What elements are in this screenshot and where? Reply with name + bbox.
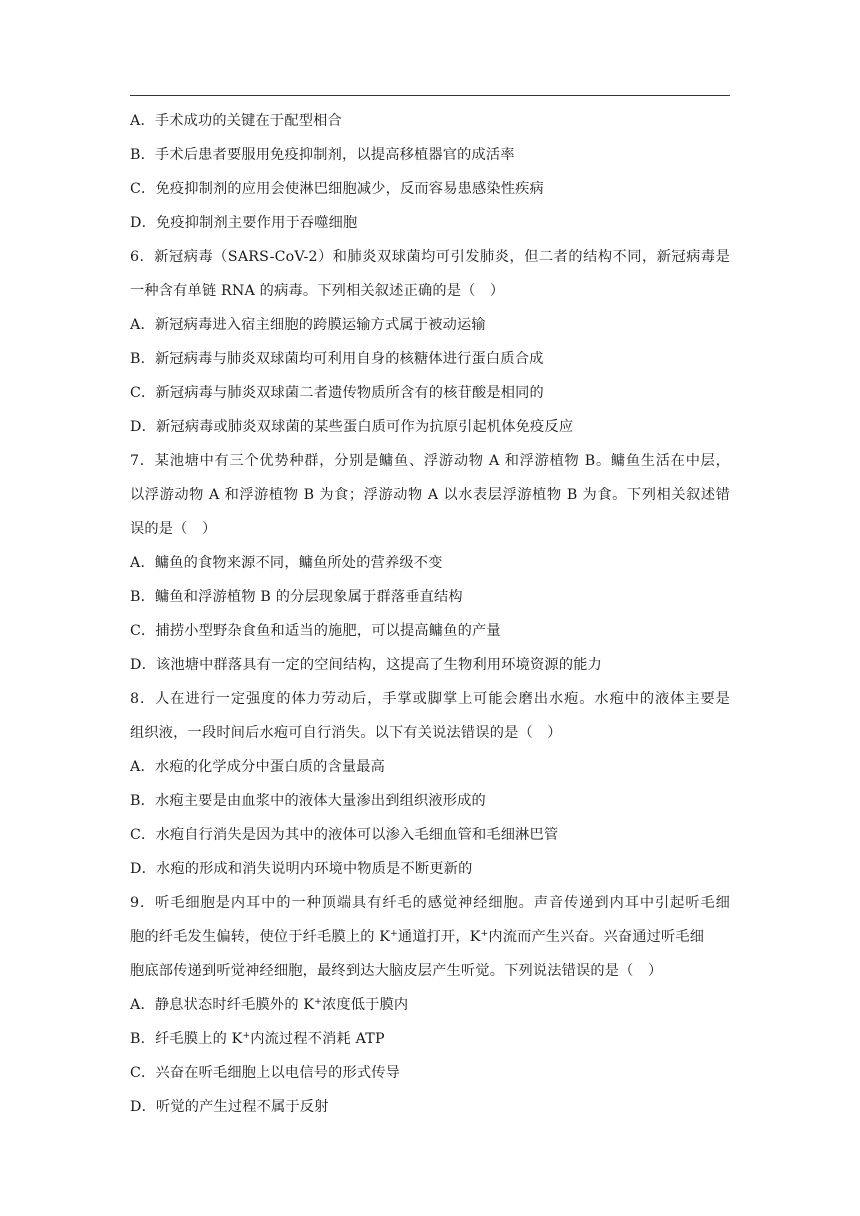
q6-option-c: C．新冠病毒与肺炎双球菌二者遗传物质所含有的核苷酸是相同的	[130, 385, 544, 401]
q9-option-a	[130, 988, 730, 1022]
question-content	[130, 104, 730, 1124]
q9-stem-line1: 9．听毛细胞是内耳中的一种顶端具有纤毛的感觉神经细胞。声音传递到内耳中引起听毛细	[130, 895, 730, 911]
q9-stem-line2-sup2: +	[480, 929, 489, 939]
q9-stem-line3: 胞底部传递到听觉神经细胞，最终到达大脑皮层产生听觉。下列说法错误的是（ ）	[130, 963, 663, 979]
q7-stem-line3: 误的是（ ）	[130, 521, 217, 537]
q7-option-d: D．该池塘中群落具有一定的空间结构，这提高了生物利用环境资源的能力	[130, 657, 602, 673]
q9-option-a-part-b: 浓度低于膜内	[321, 997, 409, 1013]
q6-stem-line2: 一种含有单链 RNA 的病毒。下列相关叙述正确的是（ ）	[130, 283, 505, 299]
q9-stem-line2-part-a: 胞的纤毛发生偏转，使位于纤毛膜上的 K	[130, 929, 391, 945]
q5-option-b: B．手术后患者要服用免疫抑制剂，以提高移植器官的成活率	[130, 147, 515, 163]
q8-option-a: A．水疱的化学成分中蛋白质的含量最高	[130, 759, 386, 775]
q8-stem-line2: 组织液，一段时间后水疱可自行消失。以下有关说法错误的是（ ）	[130, 725, 562, 741]
q8-option-b: B．水疱主要是由血浆中的液体大量渗出到组织液形成的	[130, 793, 486, 809]
q6-option-b: B．新冠病毒与肺炎双球菌均可利用自身的核糖体进行蛋白质合成	[130, 351, 544, 367]
q9-option-c: C．兴奋在听毛细胞上以电信号的形式传导	[130, 1065, 401, 1081]
q5-option-d: D．免疫抑制剂主要作用于吞噬细胞	[130, 215, 358, 231]
header-rule	[130, 95, 730, 96]
q9-option-d: D．听觉的产生过程不属于反射	[130, 1099, 329, 1115]
q7-stem-line1: 7．某池塘中有三个优势种群，分别是鳙鱼、浮游动物 A 和浮游植物 B。鳙鱼生活在中层，	[130, 453, 730, 469]
q8-option-c: C．水疱自行消失是因为其中的液体可以渗入毛细血管和毛细淋巴管	[130, 827, 559, 843]
q9-stem-line2-sup1: +	[390, 929, 398, 939]
q9-option-b	[130, 1022, 730, 1056]
q8-option-d: D．水疱的形成和消失说明内环境中物质是不断更新的	[130, 861, 473, 877]
q9-option-b-part-b: 内流过程不消耗 ATP	[250, 1031, 385, 1047]
q5-option-a: A．手术成功的关键在于配型相合	[130, 113, 342, 129]
q7-option-b: B．鳙鱼和浮游植物 B 的分层现象属于群落垂直结构	[130, 589, 463, 605]
q9-option-b-part-a: B．纤毛膜上的 K	[130, 1031, 243, 1047]
q6-option-a: A．新冠病毒进入宿主细胞的跨膜运输方式属于被动运输	[130, 317, 486, 333]
q9-option-a-part-a: A．静息状态时纤毛膜外的 K	[130, 997, 315, 1013]
q7-stem-line2: 以浮游动物 A 和浮游植物 B 为食；浮游动物 A 以水表层浮游植物 B 为食。下列相关叙述错	[130, 487, 730, 503]
q9-stem-line2-part-b: 通道打开，K	[397, 929, 481, 945]
q7-option-c: C．捕捞小型野杂食鱼和适当的施肥，可以提高鳙鱼的产量	[130, 623, 501, 639]
q6-stem-line1: 6．新冠病毒（SARS-CoV-2）和肺炎双球菌均可引发肺炎，但二者的结构不同，新冠病毒是	[130, 249, 730, 265]
q7-option-a: A．鳙鱼的食物来源不同，鳙鱼所处的营养级不变	[130, 555, 443, 571]
q8-stem-line1: 8．人在进行一定强度的体力劳动后，手掌或脚掌上可能会磨出水疱。水疱中的液体主要是	[130, 691, 730, 707]
q9-stem-line2	[130, 920, 730, 954]
q9-option-a-sup: +	[314, 997, 322, 1007]
q9-stem-line2-part-c: 内流而产生兴奋。兴奋通过听毛细	[488, 929, 705, 945]
q9-option-b-sup: +	[242, 1031, 251, 1041]
q5-option-c: C．免疫抑制剂的应用会使淋巴细胞减少，反而容易患感染性疾病	[130, 181, 544, 197]
q6-option-d: D．新冠病毒或肺炎双球菌的某些蛋白质可作为抗原引起机体免疫反应	[130, 419, 574, 435]
